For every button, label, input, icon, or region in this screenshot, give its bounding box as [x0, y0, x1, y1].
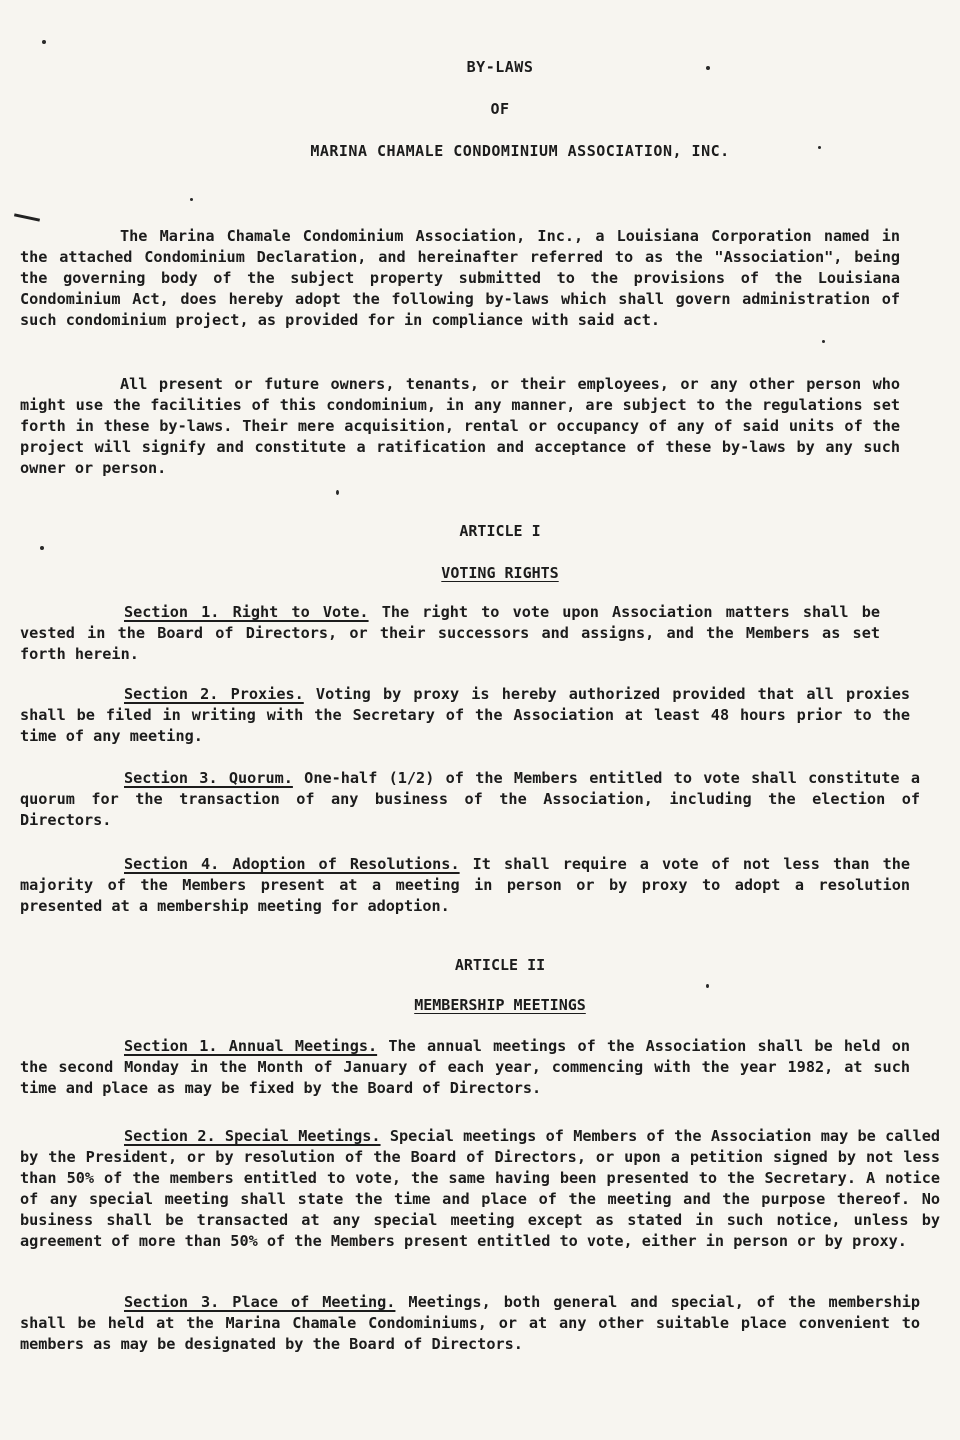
section-heading: Section 4. Adoption of Resolutions. [124, 855, 460, 873]
doc-title-of: OF [490, 100, 510, 118]
section-heading: Section 3. Place of Meeting. [124, 1293, 396, 1311]
article-2-heading: MEMBERSHIP MEETINGS [414, 996, 586, 1014]
doc-title: BY-LAWS [466, 58, 534, 76]
scan-speck [40, 546, 44, 550]
article-1-section-4 [20, 854, 910, 917]
scan-speck [336, 490, 339, 495]
article-2-title: ARTICLE II [454, 956, 546, 974]
article-1-section-3 [20, 768, 920, 831]
section-text: The annual meetings of the Association shall be held on the second Monday in the Month of January of each year, commencing with the year 1982, at such time and place as may be fixed by the Board of Directors. [20, 1037, 910, 1097]
scan-mark [14, 213, 40, 221]
article-2-section-1 [20, 1036, 910, 1099]
scan-speck [822, 340, 825, 343]
article-1-heading: VOTING RIGHTS [441, 564, 559, 582]
article-1-title: ARTICLE I [459, 522, 541, 540]
scan-speck [190, 198, 193, 201]
section-text: Special meetings of Members of the Association may be called by the President, or by resolution of the Board of Directors, or upon a petition signed by not less than 50% of the members entitled to vote, the same having been presented to the Secretary. A notice of any special meeting shall state the time and place of the meeting and the purpose thereof. No business shall be transacted at any special meeting except as stated in such notice, unless by agreement of more than 50% of the Members present entitled to vote, either in person or by proxy. [20, 1127, 940, 1250]
scan-speck [706, 984, 709, 988]
section-heading: Section 2. Proxies. [124, 685, 304, 703]
section-heading: Section 3. Quorum. [124, 769, 293, 787]
section-text: Meetings, both general and special, of the membership shall be held at the Marina Chamale Condominiums, or at any other suitable place convenient to members as may be designated by the Board of Directors. [20, 1293, 920, 1353]
doc-title-association: MARINA CHAMALE CONDOMINIUM ASSOCIATION, INC. [310, 142, 730, 160]
section-text: The right to vote upon Association matters shall be vested in the Board of Directors, or their successors and assigns, and the Members as set forth herein. [20, 603, 880, 663]
article-2-section-2 [20, 1126, 940, 1252]
article-1-section-2 [20, 684, 910, 747]
article-2-section-3 [20, 1292, 920, 1355]
section-heading: Section 1. Annual Meetings. [124, 1037, 378, 1055]
section-text: It shall require a vote of not less than the majority of the Members present at a meeting in person or by proxy to adopt a resolution presented at a membership meeting for adoption. [20, 855, 911, 915]
scope-paragraph: All present or future owners, tenants, or their employees, or any other person who might use the facilities of this condominium, in any manner, are subject to the regulations set forth in these by-laws. Their mere acquisition, rental or occupancy of any of said units of the project will signify and constitute a ratification and acceptance of these by-laws by any such owner or person. [20, 375, 900, 477]
scan-speck [42, 40, 46, 44]
section-heading: Section 1. Right to Vote. [124, 603, 369, 621]
section-heading: Section 2. Special Meetings. [124, 1127, 381, 1145]
section-text: Voting by proxy is hereby authorized provided that all proxies shall be filed in writing with the Secretary of the Association at least 48 hours prior to the time of any meeting. [20, 685, 910, 745]
intro-paragraph: The Marina Chamale Condominium Association, Inc., a Louisiana Corporation named in the attached Condominium Declaration, and hereinafter referred to as the "Association", being the governing body of the subject property submitted to the provisions of the Louisiana Condominium Act, does hereby adopt the following by-laws which shall govern administration of such condominium project, as provided for in compliance with said act. [20, 227, 900, 329]
section-text: One-half (1/2) of the Members entitled to vote shall constitute a quorum for the transaction of any business of the Association, including the election of Directors. [20, 769, 920, 829]
article-1-section-1 [20, 602, 880, 665]
